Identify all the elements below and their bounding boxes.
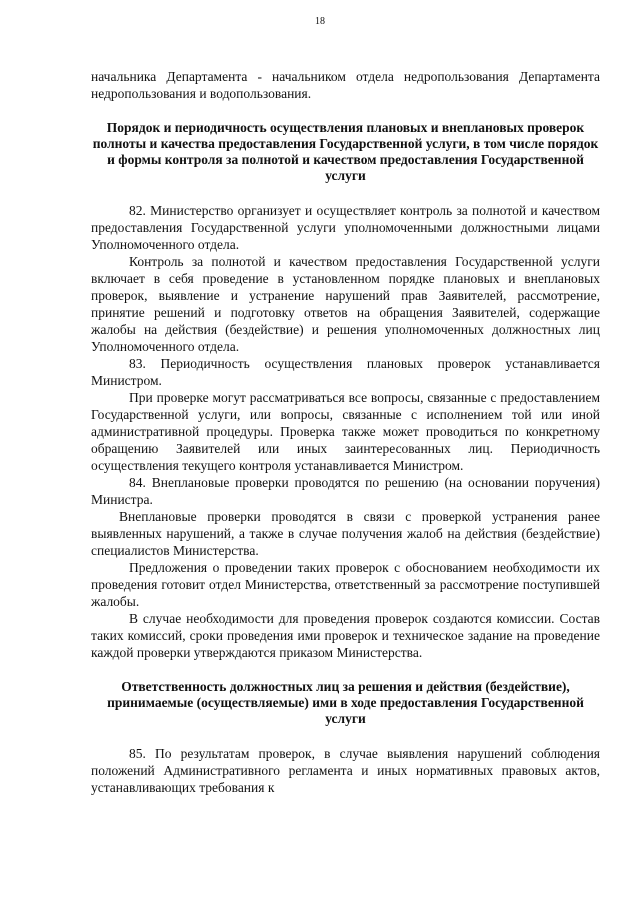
- spacer: [91, 102, 600, 120]
- section-heading-control: Порядок и периодичность осуществления плановых и внеплановых проверок полноты и качества предоставления Государственной услуги, в том числе порядок и формы контроля за полнотой и качеством предоставления Государственной услуги: [92, 120, 599, 183]
- paragraph-unscheduled-inspections: Внеплановые проверки проводятся в связи с проверкой устранения ранее выявленных нарушений, а также в случае получения жалоб на действия (бездействие) специалистов Министерства.: [91, 509, 600, 558]
- paragraph-continuation: начальника Департамента - начальником отдела недропользования Департамента недропользования и водопользования.: [91, 69, 600, 101]
- paragraph-control-scope: Контроль за полнотой и качеством предоставления Государственной услуги включает в себя проведение в установленном порядке плановых и внеплановых проверок, выявление и устранение нарушений прав Заявителей, рассмотрение, принятие решений и подготовку ответов на обращения Заявителей, содержащие жалобы на действия (бездействие) и решения уполномоченных должностных лиц Уполномоченного отдела.: [91, 254, 600, 354]
- paragraph-inspection-questions: При проверке могут рассматриваться все вопросы, связанные с предоставлением Государственной услуги, или вопросы, связанные с исполнением той или иной административной процедуры. Проверка также может проводиться по конкретному обращению Заявителей или иных заинтересованных лиц. Периодичность осуществления текущего контроля устанавливается Министром.: [91, 390, 600, 473]
- spacer: [91, 727, 600, 745]
- paragraph-commissions: В случае необходимости для проведения проверок создаются комиссии. Состав таких комиссий, сроки проведения ими проверок и техническое задание на проведение каждой проверки утверждаются приказом Министерства.: [91, 611, 600, 660]
- paragraph-82: 82. Министерство организует и осуществляет контроль за полнотой и качеством предоставления Государственной услуги уполномоченными должностными лицами Уполномоченного отдела.: [91, 203, 600, 252]
- spacer: [91, 661, 600, 679]
- spacer: [91, 184, 600, 202]
- paragraph-84: 84. Внеплановые проверки проводятся по решению (на основании поручения) Министра.: [91, 475, 600, 507]
- paragraph-83: 83. Периодичность осуществления плановых проверок устанавливается Министром.: [91, 356, 600, 388]
- page-number: 18: [315, 16, 325, 27]
- paragraph-proposals: Предложения о проведении таких проверок с обоснованием необходимости их проведения готовит отдел Министерства, ответственный за рассмотрение поступившей жалобы.: [91, 560, 600, 609]
- paragraph-85: 85. По результатам проверок, в случае выявления нарушений соблюдения положений Административного регламента и иных нормативных правовых актов, устанавливающих требования к: [91, 746, 600, 795]
- section-heading-responsibility: Ответственность должностных лиц за решения и действия (бездействие), принимаемые (осуществляемые) ими в ходе предоставления Государственной услуги: [107, 679, 584, 726]
- document-content: [91, 68, 600, 796]
